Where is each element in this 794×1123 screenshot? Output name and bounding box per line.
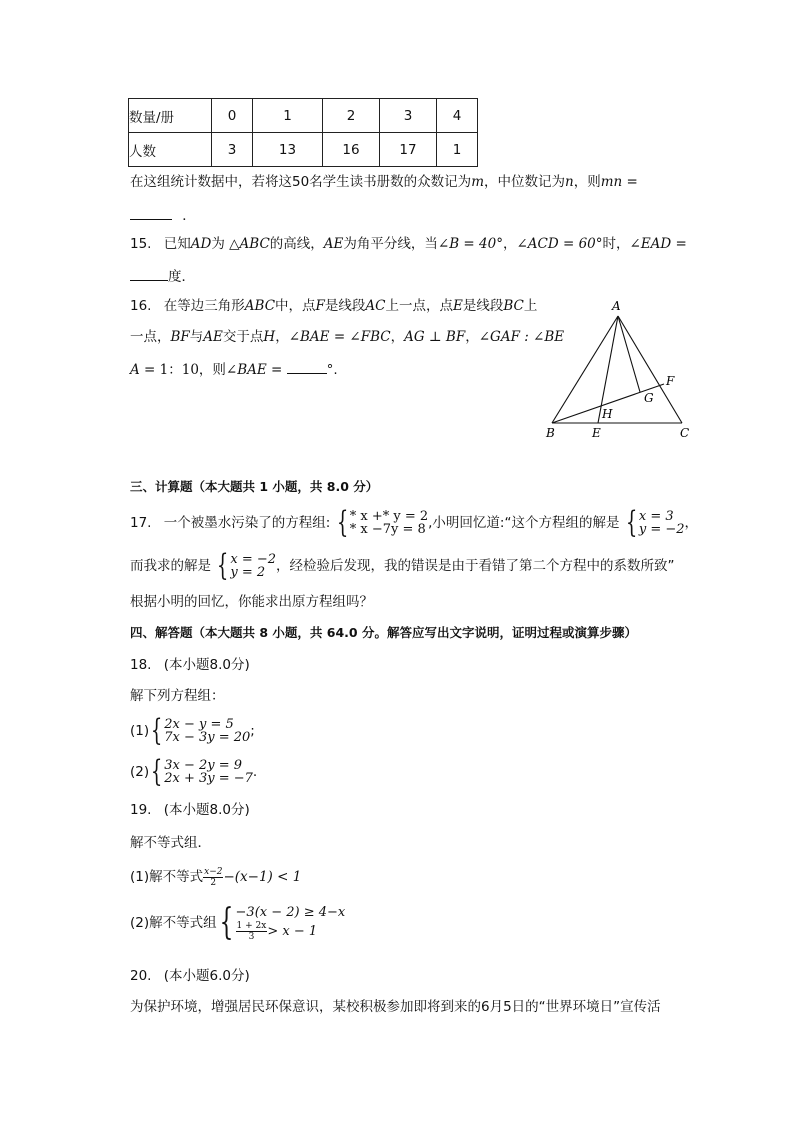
table-row-label: 人数 (129, 133, 212, 167)
table-row (129, 133, 478, 167)
q16-line-3: A = 1：10，则∠BAE = °. (130, 359, 338, 380)
q15-text: 15. 已知AD为 △ABC的高线，AE为角平分线，当∠B = 40°，∠ACD = 60°时，∠EAD = (130, 236, 687, 252)
q17-line-3: 根据小明的回忆，你能求出原方程组吗？ (130, 594, 373, 610)
q16-line-1: 16. 在等边三角形ABC中，点F是线段AC上一点，点E是线段BC上 (130, 298, 538, 314)
table-cell: 1 (253, 99, 323, 133)
table-cell: 4 (437, 99, 478, 133)
q19-header: 19. (本小题8.0分) (130, 802, 250, 818)
q20-text: 为保护环境，增强居民环保意识，某校积极参加即将到来的6月5日的“世界环境日”宣传活 (130, 999, 661, 1015)
wrong-solution: { x = −2 y = 2 (217, 548, 277, 583)
q19-intro: 解不等式组． (130, 835, 211, 851)
triangle-figure (540, 296, 700, 446)
table-cell: 3 (212, 133, 253, 167)
fraction: $\frac{x-2}{2}$ (204, 866, 223, 888)
q18-intro: 解下列方程组： (130, 688, 225, 704)
equation-system: { 3x − 2y = 9 2x + 3y = −7 (150, 754, 253, 789)
label-g: G (644, 391, 654, 405)
table-header-label: 数量/册 (129, 99, 212, 133)
q19-part-1: (1)解不等式 $\frac{x-2}{2}$ −(x−1) < 1 (130, 866, 302, 888)
table-cell: 3 (380, 99, 437, 133)
q18-part-2: (2) { 3x − 2y = 9 2x + 3y = −7 . (130, 754, 258, 789)
equation-system: { 2x − y = 5 7x − 3y = 20 (150, 713, 251, 748)
table-cell: 0 (212, 99, 253, 133)
label-e: E (592, 426, 601, 440)
q14-text: 在这组统计数据中，若将这50名学生读书册数的众数记为m，中位数记为n，则mn = (130, 174, 638, 190)
label-h: H (602, 407, 613, 421)
table-cell: 16 (323, 133, 380, 167)
label-b: B (546, 426, 555, 440)
section-4-title: 四、解答题（本大题共 8 小题，共 64.0 分。解答应写出文字说明，证明过程或演算步骤） (130, 625, 637, 640)
q20-header: 20. (本小题6.0分) (130, 968, 250, 984)
side-ac (618, 316, 682, 423)
table-cell: 17 (380, 133, 437, 167)
q17-line-2: 而我求的解是 { x = −2 y = 2 ，经检验后发现，我的错误是由于看错了第二个方程中的系数所致” (130, 548, 675, 583)
table-cell: 1 (437, 133, 478, 167)
label-a: A (612, 299, 621, 313)
q18-part-1: (1) { 2x − y = 5 7x − 3y = 20 ; (130, 713, 255, 748)
fraction: $\frac{1 + 2x}{3}$ (236, 920, 267, 942)
label-c: C (680, 426, 690, 440)
q14-answer-line: ． (130, 205, 196, 226)
q18-header: 18. (本小题8.0分) (130, 657, 250, 673)
table-cell: 2 (323, 99, 380, 133)
segment-ag (618, 316, 640, 392)
q16-line-2: 一点，BF与AE交于点H，∠BAE = ∠FBC，AG ⊥ BF，∠GAF : ∠BE (130, 329, 565, 345)
correct-solution: { x = 3 y = −2 (625, 505, 685, 540)
q19-part-2: (2)解不等式组 { −3(x − 2) ≥ 4−x $\frac{1 + 2x}{3}$ > x − 1 (130, 902, 346, 943)
answer-blank (287, 359, 327, 374)
q17-line-1: 17. 一个被墨水污染了的方程组: { * x +* y = 2 * x −7y = 8 ,小明回忆道:“这个方程组的解是 { x = 3 y = −2 ， (130, 505, 699, 540)
answer-blank (130, 205, 172, 220)
q15-answer-line: 度． (130, 266, 195, 287)
answer-blank (130, 266, 168, 281)
stats-table (128, 98, 478, 167)
inequality-system: { −3(x − 2) ≥ 4−x $\frac{1 + 2x}{3}$ > x − 1 (219, 902, 346, 943)
inked-equation-system: { * x +* y = 2 * x −7y = 8 (336, 505, 429, 540)
table-cell: 13 (253, 133, 323, 167)
table-row (129, 99, 478, 133)
label-f: F (666, 374, 675, 388)
section-3-title: 三、计算题（本大题共 1 小题，共 8.0 分） (130, 479, 379, 494)
